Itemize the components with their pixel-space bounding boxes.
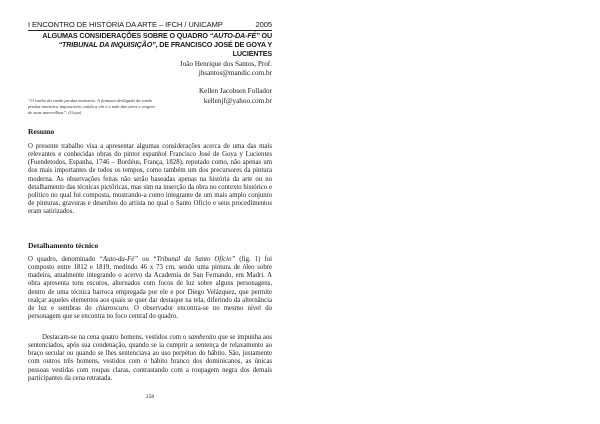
title-text: ALGUMAS CONSIDERAÇÕES SOBRE O QUADRO (42, 31, 210, 40)
paper-title (28, 31, 272, 58)
author-email: jhsantos@mandic.com.br (198, 69, 272, 78)
running-header (28, 20, 272, 31)
header-year: 2005 (255, 20, 272, 29)
author-email: kellenjf@yahoo.com.br (203, 96, 272, 105)
author-block (72, 60, 272, 78)
title-italic: “TRIBUNAL DA INQUISIÇÃO” (58, 40, 156, 49)
header-event: I ENCONTRO DE HISTÓRIA DA ARTE – IFCH / UNICAMP (28, 20, 223, 29)
title-text: , DE FRANCISCO JOSÉ DE GOYA Y LUCIENTES (155, 40, 272, 58)
title-line-2 (28, 40, 272, 58)
technical-heading: Detalhamento técnico (28, 241, 99, 250)
page-number: 258 (145, 394, 155, 400)
abstract-paragraph: O presente trabalho visa a apresentar algumas considerações acerca de uma das mais relevantes e conhecidas obras do pintor espanhol Francisco José de Goya y Lucientes (Fuendetodos, Espanha, 1746 – Bordéus, França, 1828), reputado como, não apenas um dos mais importantes de todos os tempos, como também um dos precursores da pintura moderna. As observações feitas não serão baseadas apenas na história da arte ou no detalhamento das técnicas pictóricas, mas sim na inserção da obra no contexto histórico e político no qual foi composta, mostrando-a como integrante de um mais amplo conjunto de pinturas, gravuras e desenhos do artista no qual o Santo Ofício e seus procedimentos eram satirizados. (28, 143, 272, 216)
epigraph-quote: “O sonho da razão produz monstros. A fantasia desligada da razão produz monstros impossíveis; unida a ela é a mãe das artes e origem de suas maravilhas”. (Goya) (28, 98, 155, 115)
author-name: João Henrique dos Santos, Prof. (179, 60, 272, 68)
technical-paragraph-2: Destacam-se na cena quatro homens, vestidos com o sambenito que se impunha aos sentenciados, após sua condenação, quando se ia cumprir a sentença de relaxamento ao braço secular ou quando se lhes sentenciava ao uso perpétuo do hábito. São, justamente com outros três homens, vestidos com o hábito branco dos dominicanos, as únicas pessoas vestidas com roupas claras, contrastando com a roupagem negra dos demais participantes da cena retratada. (28, 334, 272, 382)
abstract-heading: Resumo (28, 127, 55, 136)
technical-paragraph-1: O quadro, denominado “Auto-da-Fé” ou “Tribunal da Santo Ofício” (fig. 1) foi composto entre 1812 e 1819, medindo 46 x 73 cm, sendo uma pintura de óleo sobre madeira, atualmente integrando o acervo da Academia de San Fernando, em Madri. A obra apresenta tons escuros, alternados com focos de luz sobre alguns personagens, dentro de uma técnica barroca empregada por ele e por Diego Velázquez, que permite realçar aqueles elementos aos quais se quer dar destaque na tela, diferindo da alternância de luz e sombras do chiaroscuro. O observador encontra-se no mesmo nível do personagem que se encontra no foco central do quadro. (28, 256, 272, 321)
title-italic: “AUTO-DA-FÉ” (209, 31, 260, 40)
title-line-1 (28, 31, 272, 40)
title-text: OU (259, 31, 272, 40)
author-name: Kellen Jacobsen Follador (198, 87, 272, 96)
